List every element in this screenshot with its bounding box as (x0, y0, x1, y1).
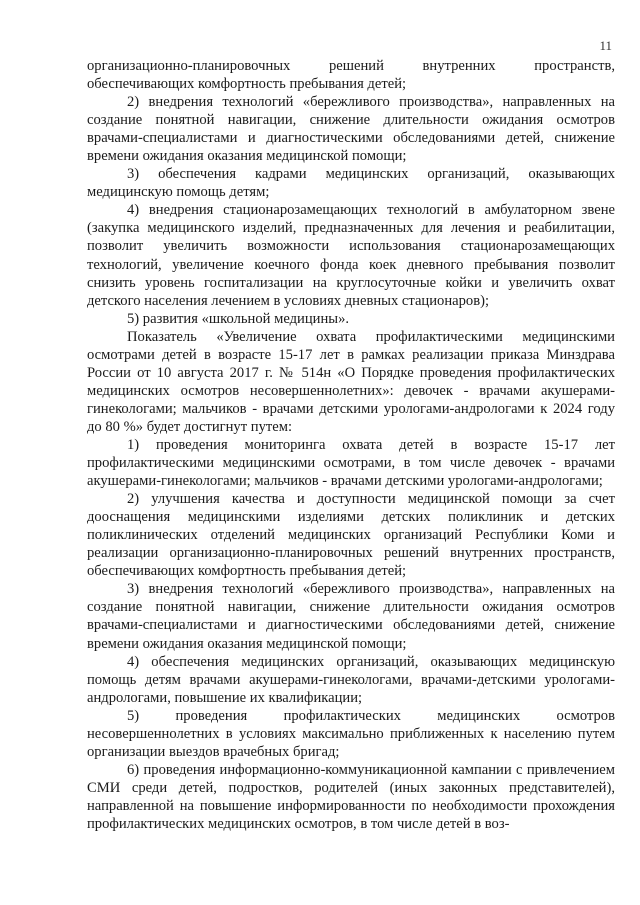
paragraph-7: 2) улучшения качества и доступности медицинской помощи за счет дооснащения медицинскими изделиями детских поликлиник и детских поликлинических отделений медицинских организаций Республики Коми и реализации организационно-планировочных решений внутренних пространств, обеспечивающих комфортность пребывания детей; (87, 491, 615, 580)
paragraph-9: 4) обеспечения медицинских организаций, оказывающих медицинскую помощь детям врачами акушерами-гинекологами, врачами-детскими урологами-андрологами, повышение их квалификации; (87, 653, 615, 706)
paragraph-11: 6) проведения информационно-коммуникационной кампании с привлечением СМИ среди детей, подростков, родителей (иных законных представителей), направленной на повышение информированности по необходимости прохождения профилактических медицинских осмотров, в том числе детей в воз- (87, 761, 615, 832)
paragraph-6: 1) проведения мониторинга охвата детей в возрасте 15-17 лет профилактическими медицинскими осмотрами, в том числе девочек - врачами акушерами-гинекологами; мальчиков - врачами детскими урологами-андрологами; (87, 436, 615, 490)
paragraph-5: Показатель «Увеличение охвата профилактическими медицинскими осмотрами детей в возрасте 15-17 лет в рамках реализации приказа Минздрава России от 10 августа 2017 г. № 514н «О Порядке проведения профилактических медицинских осмотров несовершеннолетних»: девочек - врачами акушерами-гинекологами; мальчиков - врачами детскими урологами-андрологами к 2024 году до 80 %» будет достигнут путем: (87, 328, 615, 435)
page-number: 11 (599, 38, 612, 53)
paragraph-0: организационно-планировочных решений внутренних пространств, обеспечивающих комфортность пребывания детей; (87, 58, 615, 93)
paragraph-2: 3) обеспечения кадрами медицинских организаций, оказывающих медицинскую помощь детям; (87, 166, 615, 201)
paragraph-4: 5) развития «школьной медицины». (127, 310, 350, 327)
paragraph-10: 5) проведения профилактических медицинских осмотров несовершеннолетних в условиях максимально приближенных к населению путем организации выездов врачебных бригад; (87, 707, 615, 760)
paragraph-1: 2) внедрения технологий «бережливого производства», направленных на создание понятной навигации, снижение длительности ожидания осмотров врачами-специалистами и диагностическими обследованиями детей, снижение времени ожидания оказания медицинской помощи; (87, 94, 615, 165)
paragraph-8: 3) внедрения технологий «бережливого производства», направленных на создание понятной навигации, снижение длительности ожидания осмотров врачами-специалистами и диагностическими обследованиями детей, снижение времени ожидания оказания медицинской помощи; (87, 581, 615, 652)
paragraph-3: 4) внедрения стационарозамещающих технологий в амбулаторном звене (закупка медицинского изделий, предназначенных для лечения и реабилитации, позволит увеличить возможности использования стационарозамещающих технологий, увеличение коечного фонда коек дневного пребывания позволит снизить уровень госпитализации на круглосуточные койки и увеличить охват детского населения лечением в условиях дневных стационаров); (87, 202, 615, 309)
document-body (87, 57, 615, 833)
